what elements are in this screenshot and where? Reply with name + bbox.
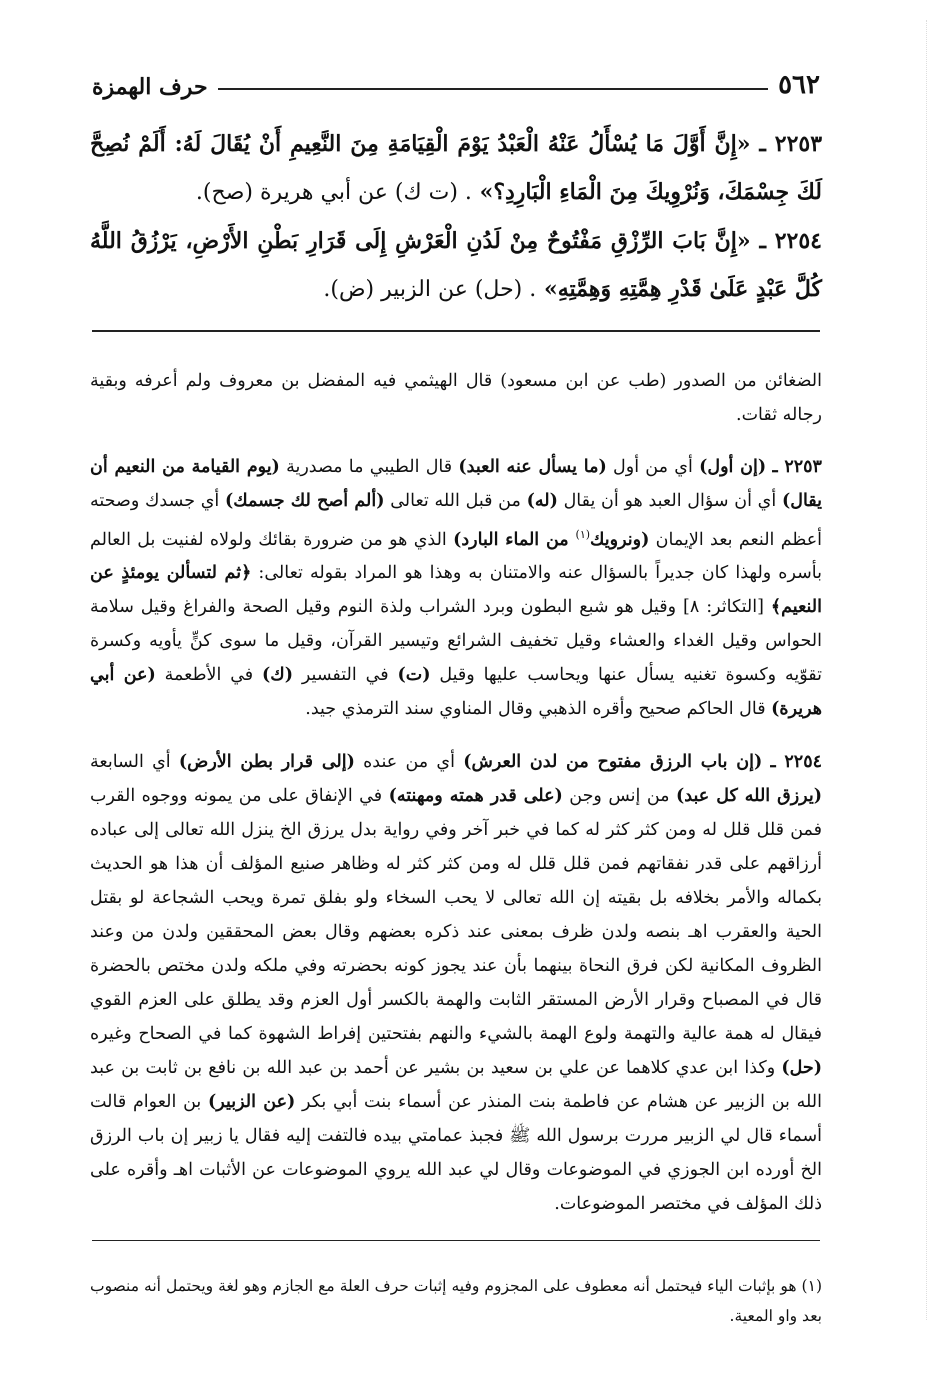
quoted-text: (إلى قرار بطن الأرض)	[178, 751, 355, 772]
hadith-text: «إِنَّ بَابَ الرِّزْقِ مَفْتُوحٌ مِنْ لَدُنِ الْعَرْشِ إِلَى قَرَارِ بَطْنِ الأَرْضِ، يَرْزُقُ اللَّهُ كُلَّ عَبْدٍ عَلَىٰ قَدْرِ هِمَّتِهِ وَهِمَّتِهِ»	[90, 228, 822, 302]
source-code: (ك)	[262, 665, 294, 686]
commentary-2253	[90, 450, 822, 727]
source-code: (حل)	[781, 1057, 822, 1078]
quoted-text: (ما يسأل عنه العبد)	[458, 456, 607, 477]
quoted-text: (عن الزبير)	[208, 1091, 296, 1112]
commentary-text: [التكاثر: ٨] وقيل هو شبع البطون وبرد الشراب ولذة النوم وقيل الصحة والفراغ وقيل سلامة الحواس وقيل الغداء والعشاء وقيل تخفيف الشرائع وتيسير القرآن، وقيل ما سوى كنٍّ يأويه وكسرة تقوّيه وكسوة تغنيه يسأل عنها ويحاسب عليها وقيل	[90, 597, 822, 686]
commentary-text: قال الحاكم صحيح وأقره الذهبي وقال المناوي سند الترمذي جيد.	[305, 699, 772, 720]
divider-rule	[92, 330, 820, 332]
commentary-text: في التفسير	[293, 665, 398, 686]
quoted-text: (يرزق الله كل عبد)	[676, 785, 822, 806]
hadith-text: «إِنَّ أَوَّلَ مَا يُسْأَلُ عَنْهُ الْعَبْدُ يَوْمَ الْقِيَامَةِ مِنَ النَّعِيمِ أَنْ يُقَالَ لَهُ: أَلَمْ نُصِحَّ لَكَ جِسْمَكَ، وَنُرْوِيكَ مِنَ الْمَاءِ الْبَارِدِ؟»	[90, 131, 822, 205]
hadith-number: ٢٢٥٤	[774, 228, 822, 254]
commentary-text: أي أن سؤال العبد هو أن يقال	[557, 490, 782, 511]
hadith-2254: ٢٢٥٤ ـ «إِنَّ بَابَ الرِّزْقِ مَفْتُوحٌ مِنْ لَدُنِ الْعَرْشِ إِلَى قَرَارِ بَطْنِ الأَرْضِ، يَرْزُقُ اللَّهُ كُلَّ عَبْدٍ عَلَىٰ قَدْرِ هِمَّتِهِ وَهِمَّتِهِ» . (حل) عن الزبير (ض).	[90, 228, 822, 302]
page-number: ٥٦٢	[778, 70, 820, 100]
hadith-source: . (ت ك) عن أبي هريرة (صح).	[195, 180, 472, 205]
commentary-text: أي من عنده	[354, 751, 464, 772]
quoted-text: (إن أول)	[699, 456, 767, 477]
commentary-text: وكذا ابن عدي كلاهما عن علي بن سعيد بن بشير عن أحمد بن عبد الله بن نافع بن ثابت بن عبد الله بن الزبير عن هشام عن فاطمة بنت المنذر عن أسماء بنت أبي بكر	[90, 1057, 823, 1112]
commentary-number: ٢٢٥٤ ـ	[770, 751, 822, 772]
commentary-text: في الأطعمة	[155, 665, 263, 686]
footnote-marker[interactable]: (١)	[575, 527, 591, 541]
chapter-title: حرف الهمزة	[92, 74, 208, 100]
commentary-number: ٢٢٥٣ ـ	[772, 456, 822, 477]
commentary-2254	[90, 745, 822, 1221]
commentary-text: قال الطيبي ما مصدرية	[279, 456, 459, 477]
commentary-text: بن العوام قالت أسماء قال لي الزبير مررت برسول الله ﷺ فجبذ عمامتي بيده فالتفت إليه فقال يا زبير إن باب الرزق الخ أورده ابن الجوزي في الموضوعات وقال لي عبد الله يروي الموضوعات عن الأثبات اهـ وأقره على ذلك المؤلف في مختصر الموضوعات.	[90, 1091, 822, 1214]
commentary-intro: الضغائن من الصدور (طب عن ابن مسعود) قال الهيثمي فيه المفضل بن معروف ولم أعرفه وبقية رجاله ثقات.	[90, 370, 822, 425]
quoted-text: (على قدر همته ومهنته)	[388, 785, 563, 806]
hadith-2253: ٢٢٥٣ ـ «إِنَّ أَوَّلَ مَا يُسْأَلُ عَنْهُ الْعَبْدُ يَوْمَ الْقِيَامَةِ مِنَ النَّعِيمِ أَنْ يُقَالَ لَهُ: أَلَمْ نُصِحَّ لَكَ جِسْمَكَ، وَنُرْوِيكَ مِنَ الْمَاءِ الْبَارِدِ؟» . (ت ك) عن أبي هريرة (صح).	[90, 131, 823, 205]
source-code: (ت)	[397, 665, 431, 686]
footnote: (١) هو بإثبات الياء فيحتمل أنه معطوف على المجزوم وفيه إثبات حرف العلة مع الجازم وهو لغة ويحتمل أنه منصوب بعد واو المعية.	[90, 1276, 822, 1325]
page-edge	[918, 20, 927, 1320]
quoted-text: (يوم القيامة من النعيم أن يقال)	[90, 456, 823, 511]
commentary-text: أي جسدك وصحته أعظم النعم بعد الإيمان	[90, 490, 823, 550]
quran-quote: ﴿ثم لتسألن يومئذٍ عن النعيم﴾	[90, 563, 822, 618]
footnote-rule	[92, 1240, 820, 1241]
hadith-source: . (حل) عن الزبير (ض).	[323, 277, 537, 302]
quoted-text: (ونرويك	[590, 529, 650, 550]
page-header	[92, 60, 820, 100]
quoted-text: (له)	[526, 490, 558, 511]
quoted-text: (عن أبي هريرة)	[90, 665, 822, 720]
commentary-text: أي من أول	[606, 456, 700, 477]
quoted-text: (ألم أصح لك جسمك)	[225, 490, 385, 511]
quoted-text: من الماء البارد)	[453, 529, 576, 550]
commentary-text: في الإنفاق على من يمونه ووجوه القرب فمن قلل قلل له ومن كثر كثر له كما في خبر آخر وفي رواية بدل يرزق الخ ينزل الله تعالى إلى عباده أرزاقهم على قدر نفقاتهم فمن قلل قلل له ومن كثر كثر له وظاهر صنيع المؤلف أن هذا هو الحديث بكماله والأمر بخلافه بل بقيته إن الله تعالى لا يحب السخاء ولو بفلق تمرة ويحب الشجاعة لو بقتل الحية والعقرب اهـ بنصه ولدن ظرف بمعنى عند ذكره بعضهم وقال بعض المحققين ولدن من وعند الظروف المكانية لكن فرق النحاة بينهما بأن عند يجوز كونه بحضرته وفي ملكه ولدن مختص بالحضرة قال في المصباح وقرار الأرض المستقر الثابت والهمة بالكسر أول العزم وقد يطلق على العزم القوي فيقال له همة عالية والتهمة ولوع الهمة بالشيء والنهم بفتحتين إفراط الشهوة كما في الصحاح وغيره	[90, 785, 822, 1044]
commentary-text: من إنس وجن	[562, 785, 677, 806]
commentary-text: الذي هو من ضرورة بقائك ولولاه لفنيت بل العالم بأسره ولهذا كان جديراً بالسؤال عنه والامتنان به وهذا هو المراد بقوله تعالى:	[90, 529, 822, 584]
hadith-number: ٢٢٥٣	[774, 131, 823, 157]
header-rule	[218, 88, 769, 90]
commentary-text: من قبل الله تعالى	[384, 490, 527, 511]
quoted-text: (إن باب الرزق مفتوح من لدن العرش)	[463, 751, 763, 772]
commentary-text: أي السابعة	[90, 751, 179, 772]
